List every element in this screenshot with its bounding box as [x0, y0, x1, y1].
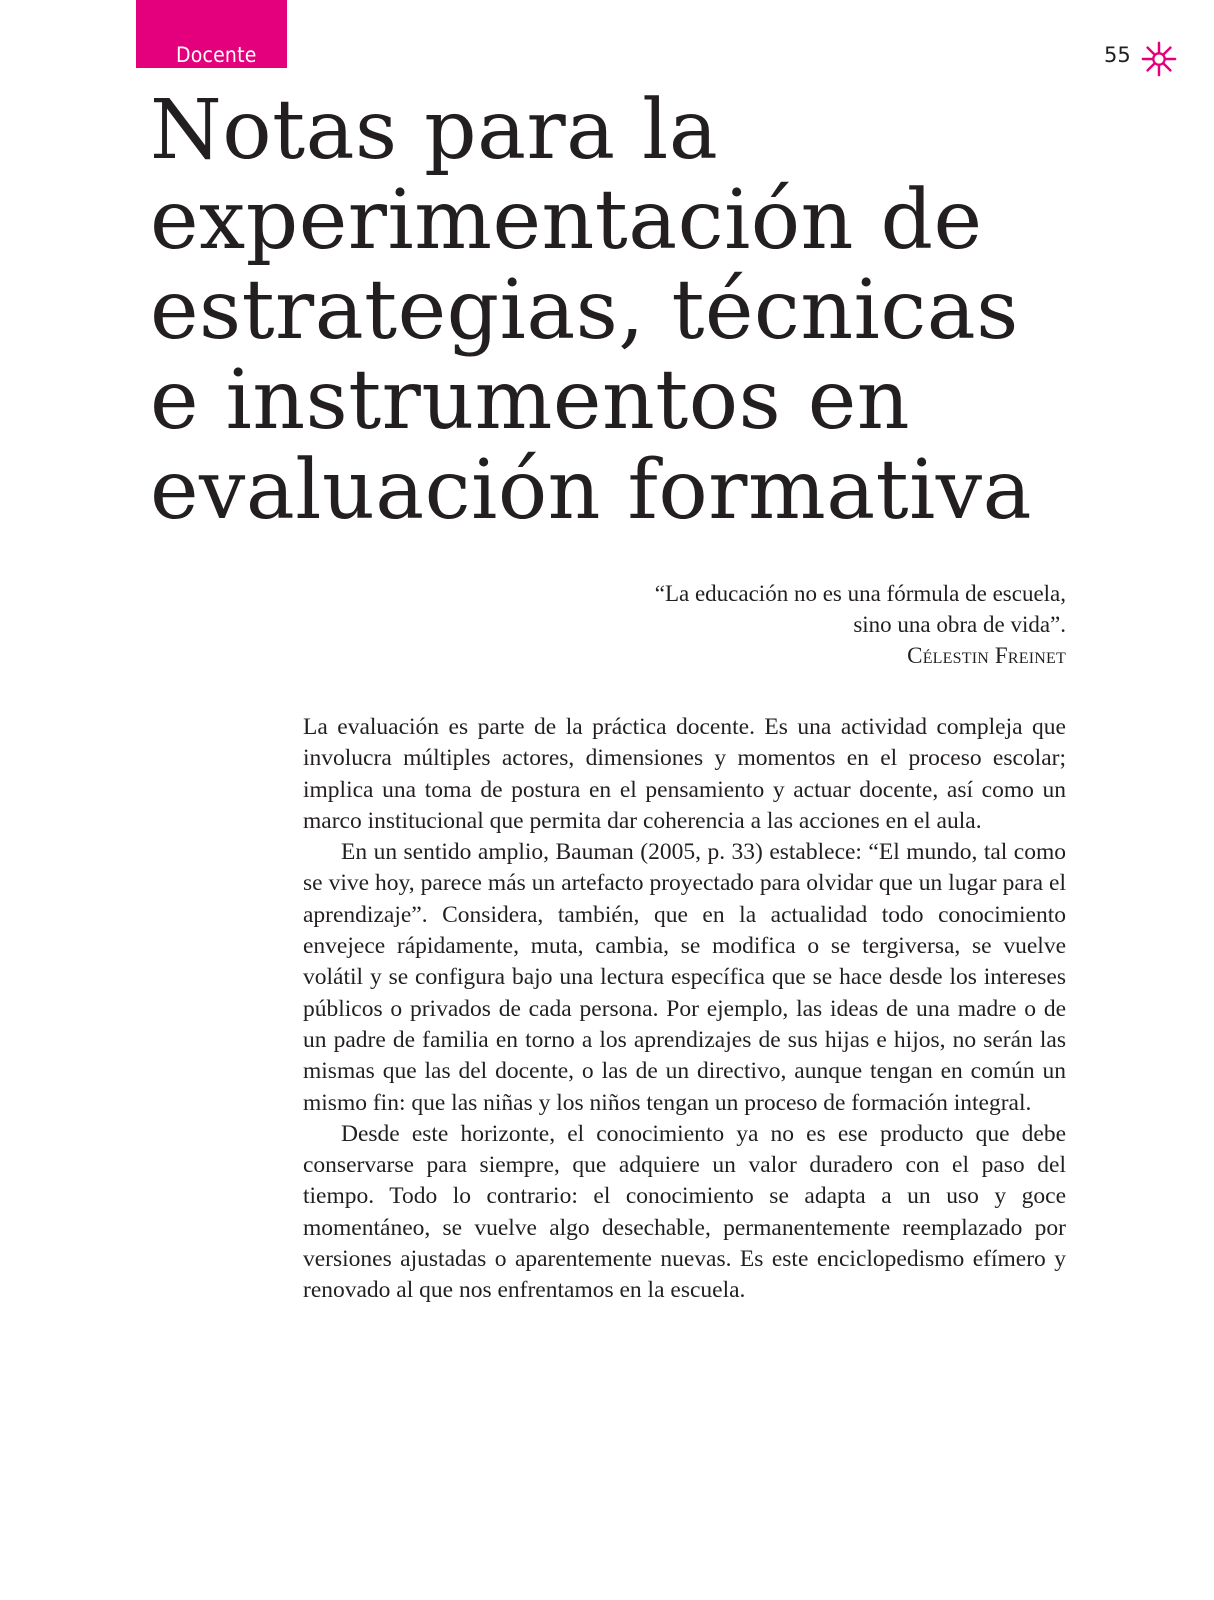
page-number: 55	[1104, 43, 1131, 67]
section-tab	[136, 0, 287, 68]
title-line: Notas para la	[150, 83, 719, 178]
title-line: experimentación de	[150, 173, 983, 268]
paragraph: La evaluación es parte de la práctica docente. Es una actividad compleja que involucra múltiples actores, dimensiones y momentos en el proceso escolar; implica una toma de postura en el pensamiento y actuar docente, así como un marco institucional que permita dar coherencia a las acciones en el aula.	[303, 714, 1066, 834]
paragraph: En un sentido amplio, Bauman (2005, p. 33) establece: “El mundo, tal como se vive hoy, parece más un artefacto proyectado para olvidar que un lugar para el aprendizaje”. Considera, también, que en la actualidad todo conocimiento envejece rápidamente, muta, cambia, se modifica o se tergiversa, se vuelve volátil y se configura bajo una lectura específica que se hace desde los intereses públicos o privados de cada persona. Por ejemplo, las ideas de una madre o de un padre de familia en torno a los aprendizajes de sus hijas e hijos, no serán las mismas que las del docente, o las de un directivo, aunque tengan en común un mismo fin: que las niñas y los niños tengan un proceso de formación integral.	[303, 839, 1066, 1116]
epigraph	[580, 578, 1066, 671]
epigraph-author: Célestin Freinet	[907, 643, 1066, 668]
body-text	[303, 712, 1066, 1307]
epigraph-quote-line: “La educación no es una fórmula de escuela,	[654, 581, 1066, 606]
title-line: estrategias, técnicas	[150, 263, 1019, 358]
page-title	[150, 83, 1110, 538]
paragraph: Desde este horizonte, el conocimiento ya no es ese producto que debe conservarse para siempre, que adquiere un valor duradero con el paso del tiempo. Todo lo contrario: el conocimiento se adapta a un uso y goce momentáneo, se vuelve algo desechable, permanentemente reemplazado por versiones ajustadas o aparentemente nuevas. Es este enciclopedismo efímero y renovado al que nos enfrentamos en la escuela.	[303, 1120, 1066, 1304]
title-line: evaluación formativa	[150, 443, 1033, 538]
title-line: e instrumentos en	[150, 353, 911, 448]
section-label: Docente	[176, 43, 257, 67]
asterisk-icon	[1140, 40, 1178, 78]
epigraph-quote-line: sino una obra de vida”.	[853, 612, 1066, 637]
